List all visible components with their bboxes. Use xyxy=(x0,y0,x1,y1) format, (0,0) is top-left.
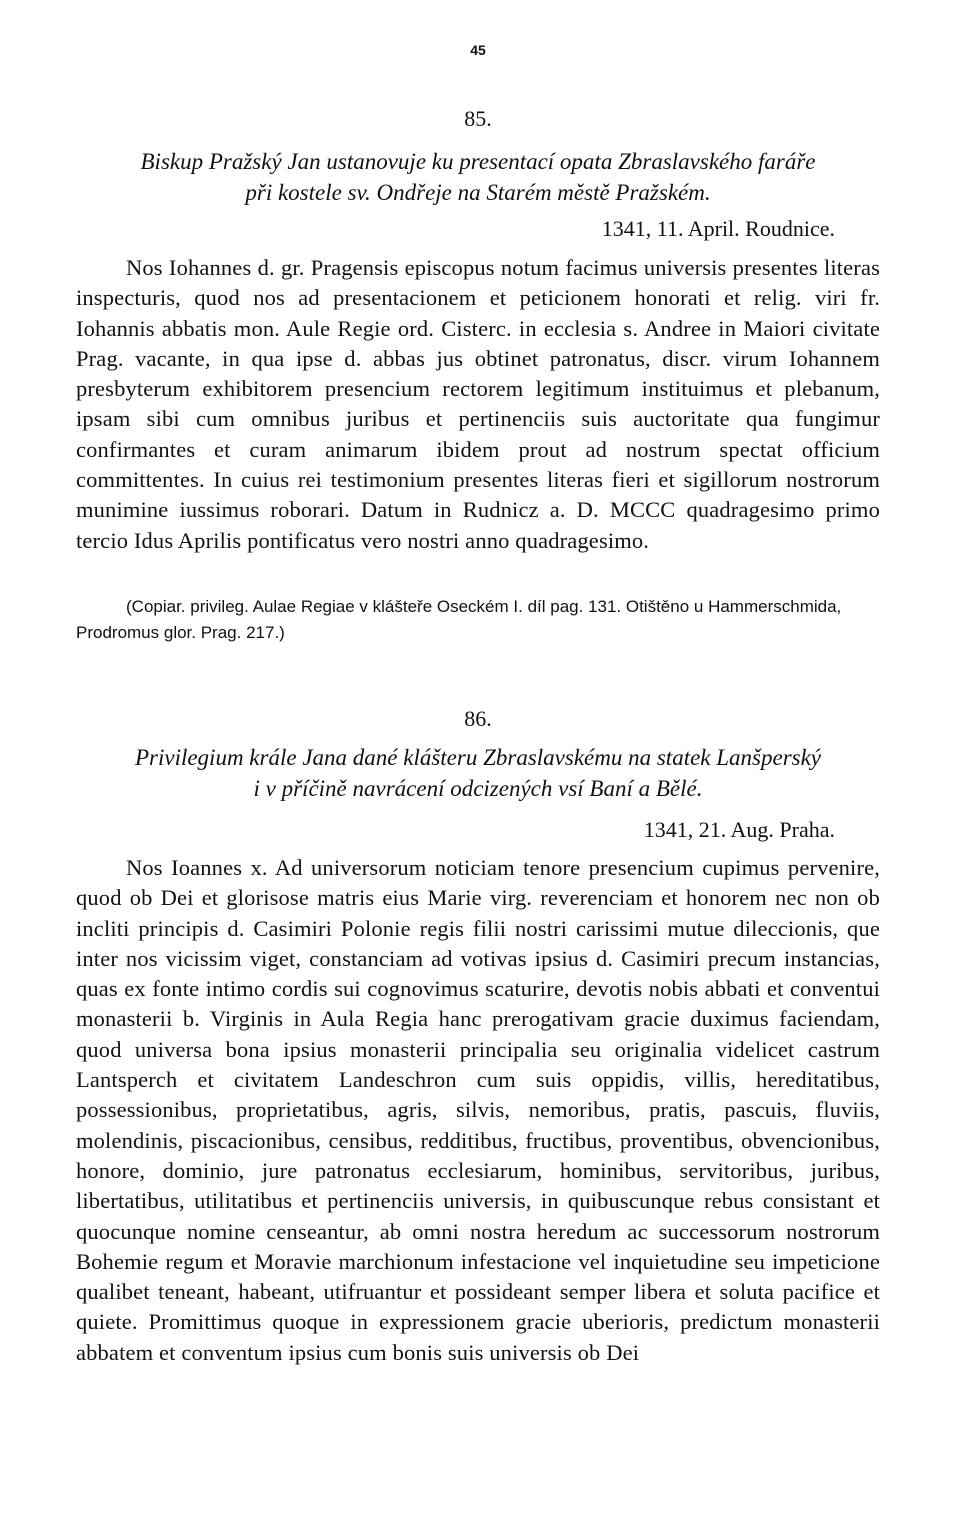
page-number: 45 xyxy=(470,42,486,58)
heading-line: při kostele sv. Ondřeje na Starém městě Pražském. xyxy=(245,180,711,205)
heading-line: Privilegium krále Jana dané klášteru Zbraslavskému na statek Lanšperský xyxy=(134,745,822,770)
document-heading xyxy=(76,742,880,804)
heading-line: i v příčině navrácení odcizených vsí Baní a Bělé. xyxy=(253,776,703,801)
heading-line: Biskup Pražský Jan ustanovuje ku presentací opata Zbraslavského faráře xyxy=(140,149,816,174)
document-date: 1341, 11. April. Roudnice. xyxy=(601,216,835,241)
paragraph: Nos Iohannes d. gr. Pragensis episcopus notum facimus universis presentes literas inspecturis, quod nos ad presentacionem et peticionem honorati et relig. viri fr. Iohannis abbatis mon. Aule Regie ord. Cisterc. in ecclesia s. Andree in Maiori civitate Prag. vacante, in qua ipse d. abbas jus obtinet patronatus, discr. virum Iohannem presbyterum exhibitorem presencium rectorem legitimum instituimus et plebanum, ipsam sibi cum omnibus juribus et pertinenciis suis auctoritate qua fungimur confirmantes et curam animarum ibidem prout ad nostrum spectat officium committentes. In cuius rei testimonium presentes literas fieri et sigillorum nostrorum munimine iussimus roborari. Datum in Rudnicz a. D. MCCC quadragesimo primo tercio Idus Aprilis pontificatus vero nostri anno quadragesimo. xyxy=(76,255,880,553)
document-text xyxy=(76,853,880,1368)
note-text: (Copiar. privileg. Aulae Regiae v klášteře Oseckém I. díl pag. 131. Otištěno u Hammerschmida, Prodromus glor. Prag. 217.) xyxy=(76,597,842,642)
source-note xyxy=(76,594,880,646)
document-date: 1341, 21. Aug. Praha. xyxy=(643,817,835,842)
paragraph: Nos Ioannes x. Ad universorum noticiam tenore presencium cupimus pervenire, quod ob Dei et glorisose matris eius Marie virg. reverenciam et honorem nec non ob incliti principis d. Casimiri Polonie regis filii nostri carissimi mutue dileccionis, que inter nos vicissim viget, constanciam ad votivas ipsius d. Casimiri precum instancias, quas ex fonte intimo cordis sui cognovimus scaturire, devotis nobis abbati et conventui monasterii b. Virginis in Aula Regia hanc prerogativam gracie duximus faciendam, quod universa bona ipsius monasterii principalia seu originalia videlicet castrum Lantsperch et civitatem Landeschron cum suis oppidis, villis, hereditatibus, possessionibus, proprietatibus, agris, silvis, nemoribus, pratis, pascuis, fluviis, molendinis, piscacionibus, censibus, redditibus, fructibus, proventibus, obvencionibus, honore, dominio, jure patronatus ecclesiarum, hominibus, servitoribus, juribus, libertatibus, utilitatibus et pertinenciis universis, in quibuscunque rebus consistant et quocunque nomine censeantur, ab omni nostra heredum ac successorum nostrorum Bohemie regum et Moravie marchionum infestacione vel inquietudine seu impeticione qualibet teneant, habeant, utifruantur et possideant semper libera et soluta pacifice et quiete. Promittimus quoque in expressionem gracie uberioris, predictum monasterii abbatem et conventum ipsius cum bonis suis universis ob Dei xyxy=(76,855,880,1365)
document-number: 86. xyxy=(464,706,492,731)
document-heading xyxy=(76,146,880,208)
document-number: 85. xyxy=(464,106,492,131)
document-text xyxy=(76,253,880,556)
